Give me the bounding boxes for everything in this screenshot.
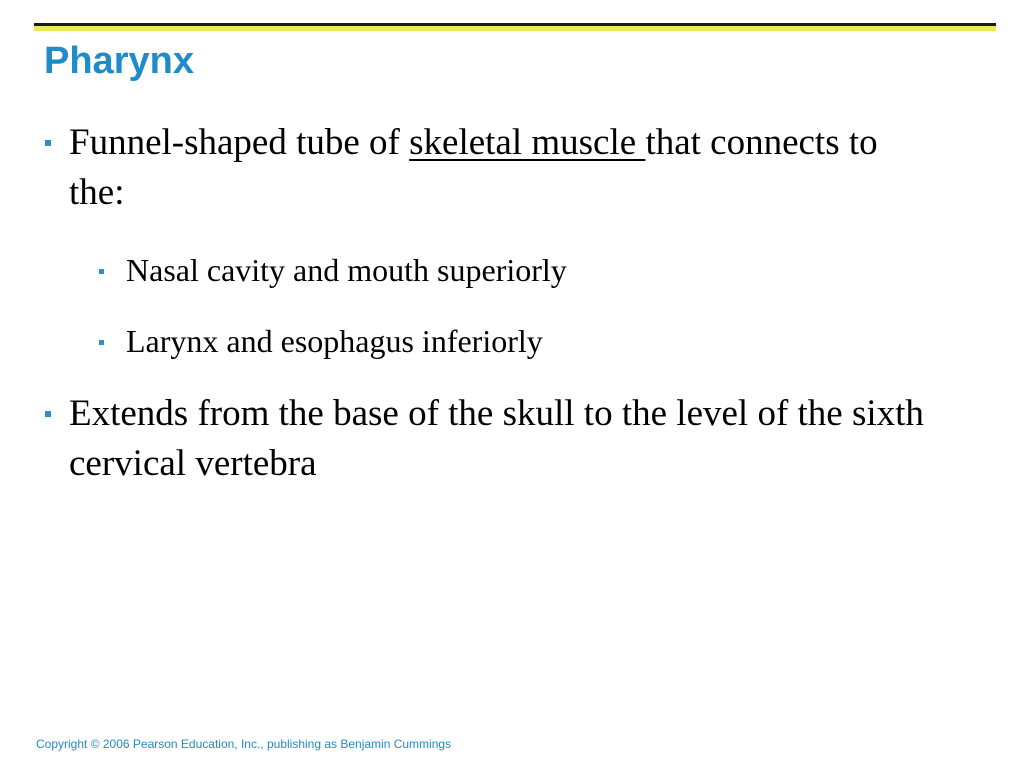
- bullet-item-1: [69, 118, 939, 218]
- subbullet-item-1: Nasal cavity and mouth superiorly: [126, 252, 567, 288]
- bullet-marker-icon: [45, 411, 51, 417]
- header-rule-yellow: [34, 26, 996, 31]
- bullet-1-text-end: that connects to the:: [69, 122, 878, 213]
- subbullet-marker-icon: [99, 269, 104, 274]
- bullet-1-text-start: Funnel-shaped tube of: [69, 122, 410, 163]
- copyright-footer: Copyright © 2006 Pearson Education, Inc., publishing as Benjamin Cummings: [36, 737, 452, 751]
- subbullet-item-2: Larynx and esophagus inferiorly: [126, 323, 543, 359]
- bullet-marker-icon: [45, 140, 51, 146]
- subbullet-marker-icon: [99, 340, 104, 345]
- bullet-1-underlined-term: skeletal muscle: [409, 122, 646, 163]
- slide-title: Pharynx: [44, 40, 194, 82]
- bullet-item-2: Extends from the base of the skull to the level of the sixth cervical vertebra: [69, 393, 924, 484]
